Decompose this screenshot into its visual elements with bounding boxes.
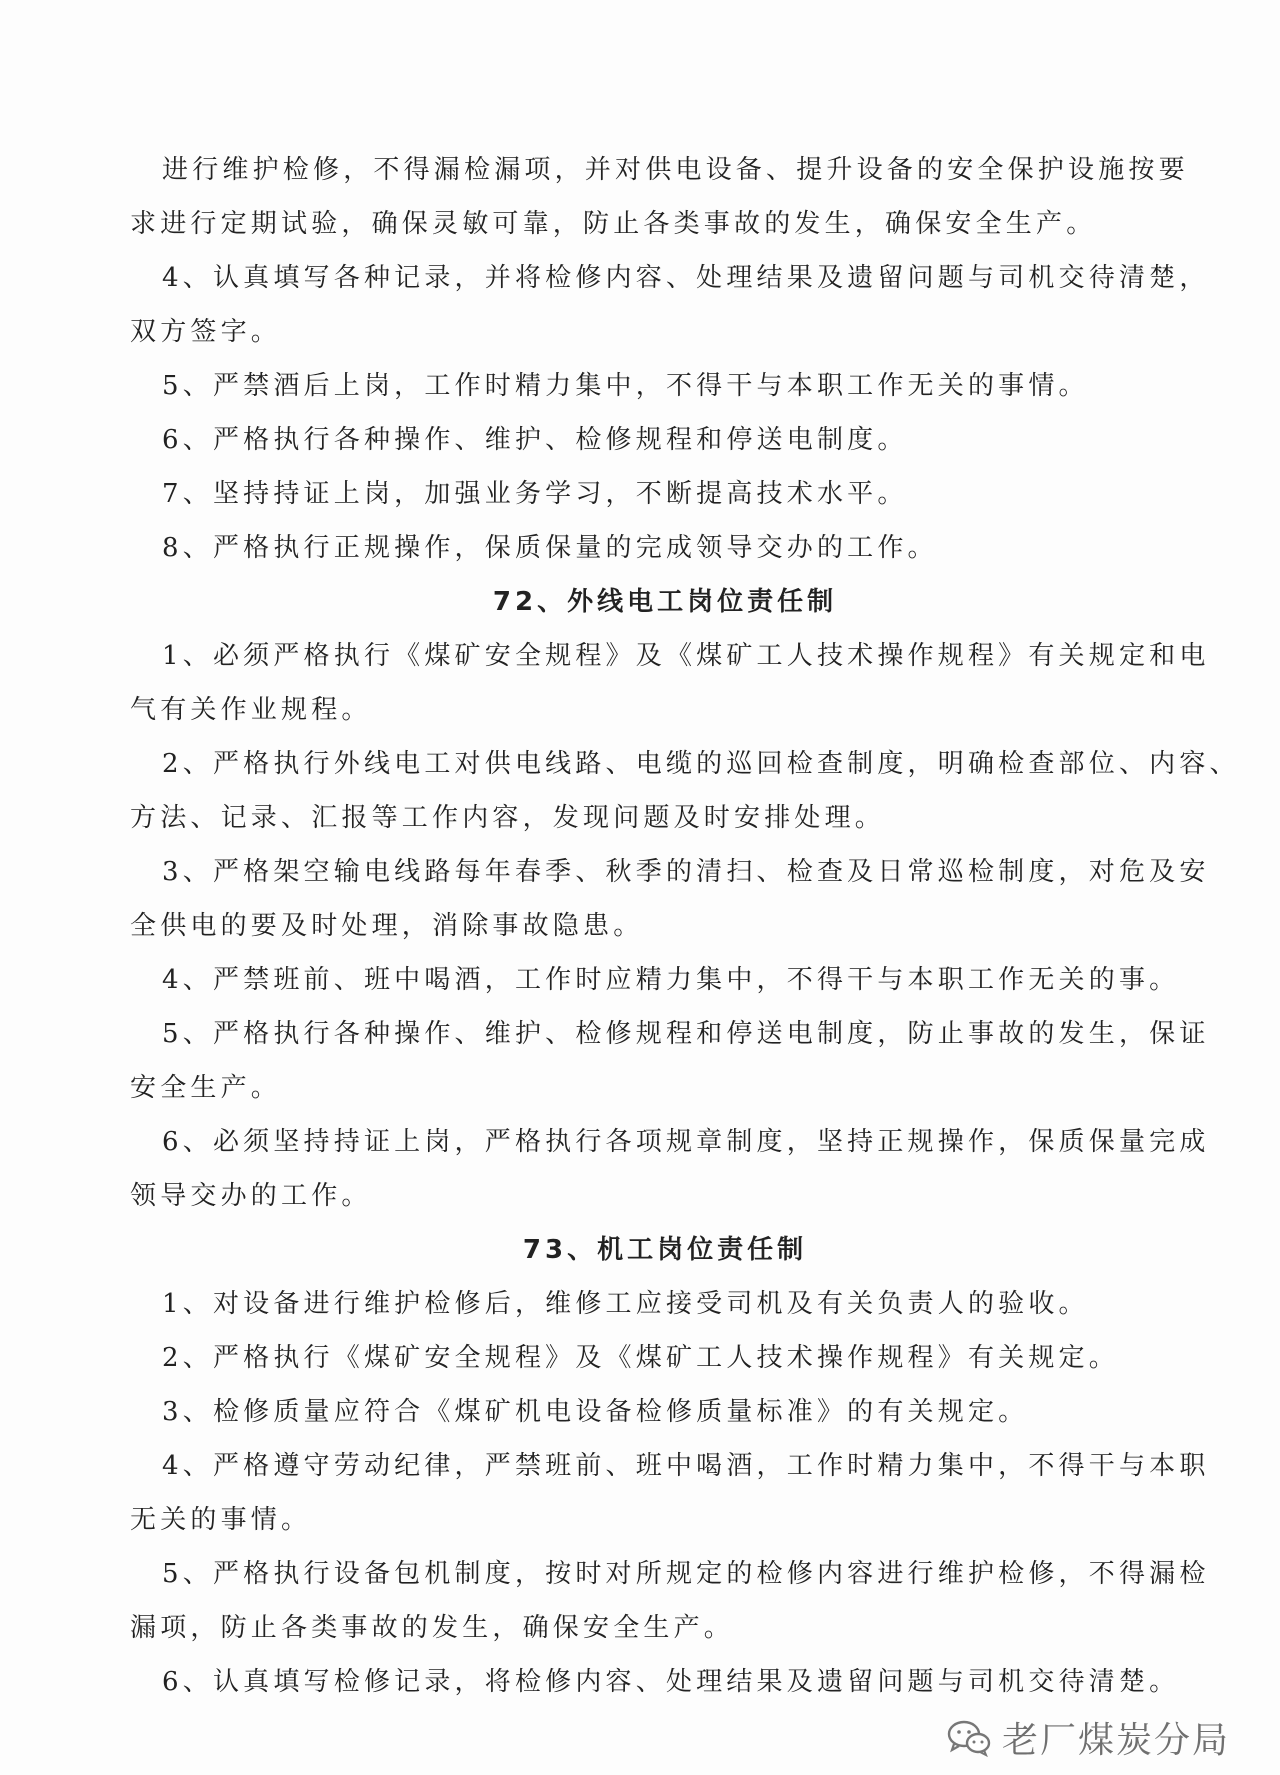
text-line: 1、对设备进行维护检修后，维修工应接受司机及有关负责人的验收。 xyxy=(162,1289,1089,1319)
text-line: 5、严禁酒后上岗，工作时精力集中，不得干与本职工作无关的事情。 xyxy=(162,371,1089,401)
text-line: 5、严格执行设备包机制度，按时对所规定的检修内容进行维护检修，不得漏检 xyxy=(162,1559,1210,1589)
text-line: 3、严格架空输电线路每年春季、秋季的清扫、检查及日常巡检制度，对危及安 xyxy=(162,857,1210,887)
text-line: 领导交办的工作。 xyxy=(130,1181,372,1211)
document-body xyxy=(130,143,1240,1709)
text-line: 求进行定期试验，确保灵敏可靠，防止各类事故的发生，确保安全生产。 xyxy=(130,209,1097,239)
text-line: 2、严格执行《煤矿安全规程》及《煤矿工人技术操作规程》有关规定。 xyxy=(162,1343,1119,1373)
text-line: 6、认真填写检修记录，将检修内容、处理结果及遗留问题与司机交待清楚。 xyxy=(162,1667,1180,1697)
text-line: 漏项，防止各类事故的发生，确保安全生产。 xyxy=(130,1613,735,1643)
text-line: 双方签字。 xyxy=(130,317,282,347)
text-line: 3、检修质量应符合《煤矿机电设备检修质量标准》的有关规定。 xyxy=(162,1397,1029,1427)
text-line: 进行维护检修，不得漏检漏项，并对供电设备、提升设备的安全保护设施按要 xyxy=(162,155,1189,185)
watermark xyxy=(946,1712,1230,1763)
section-heading: 73、机工岗位责任制 xyxy=(522,1235,808,1265)
text-line: 2、严格执行外线电工对供电线路、电缆的巡回检查制度，明确检查部位、内容、 xyxy=(162,749,1240,779)
watermark-text: 老厂煤炭分局 xyxy=(1001,1720,1230,1761)
text-line: 7、坚持持证上岗，加强业务学习，不断提高技术水平。 xyxy=(162,479,908,509)
text-line: 无关的事情。 xyxy=(130,1505,312,1535)
text-line: 方法、记录、汇报等工作内容，发现问题及时安排处理。 xyxy=(130,803,886,833)
text-line: 气有关作业规程。 xyxy=(130,695,372,725)
text-line: 6、严格执行各种操作、维护、检修规程和停送电制度。 xyxy=(162,425,908,455)
text-line: 1、必须严格执行《煤矿安全规程》及《煤矿工人技术操作规程》有关规定和电 xyxy=(162,641,1210,671)
text-line: 4、认真填写各种记录，并将检修内容、处理结果及遗留问题与司机交待清楚， xyxy=(162,263,1210,293)
text-line: 8、严格执行正规操作，保质保量的完成领导交办的工作。 xyxy=(162,533,938,563)
section-heading: 72、外线电工岗位责任制 xyxy=(492,587,838,617)
text-line: 6、必须坚持持证上岗，严格执行各项规章制度，坚持正规操作，保质保量完成 xyxy=(162,1127,1210,1157)
text-line: 4、严禁班前、班中喝酒，工作时应精力集中，不得干与本职工作无关的事。 xyxy=(162,965,1180,995)
text-line: 5、严格执行各种操作、维护、检修规程和停送电制度，防止事故的发生，保证 xyxy=(162,1019,1210,1049)
text-line: 安全生产。 xyxy=(130,1073,282,1103)
text-line: 4、严格遵守劳动纪律，严禁班前、班中喝酒，工作时精力集中，不得干与本职 xyxy=(162,1451,1210,1481)
wechat-icon xyxy=(946,1718,992,1758)
text-line: 全供电的要及时处理，消除事故隐患。 xyxy=(130,911,644,941)
